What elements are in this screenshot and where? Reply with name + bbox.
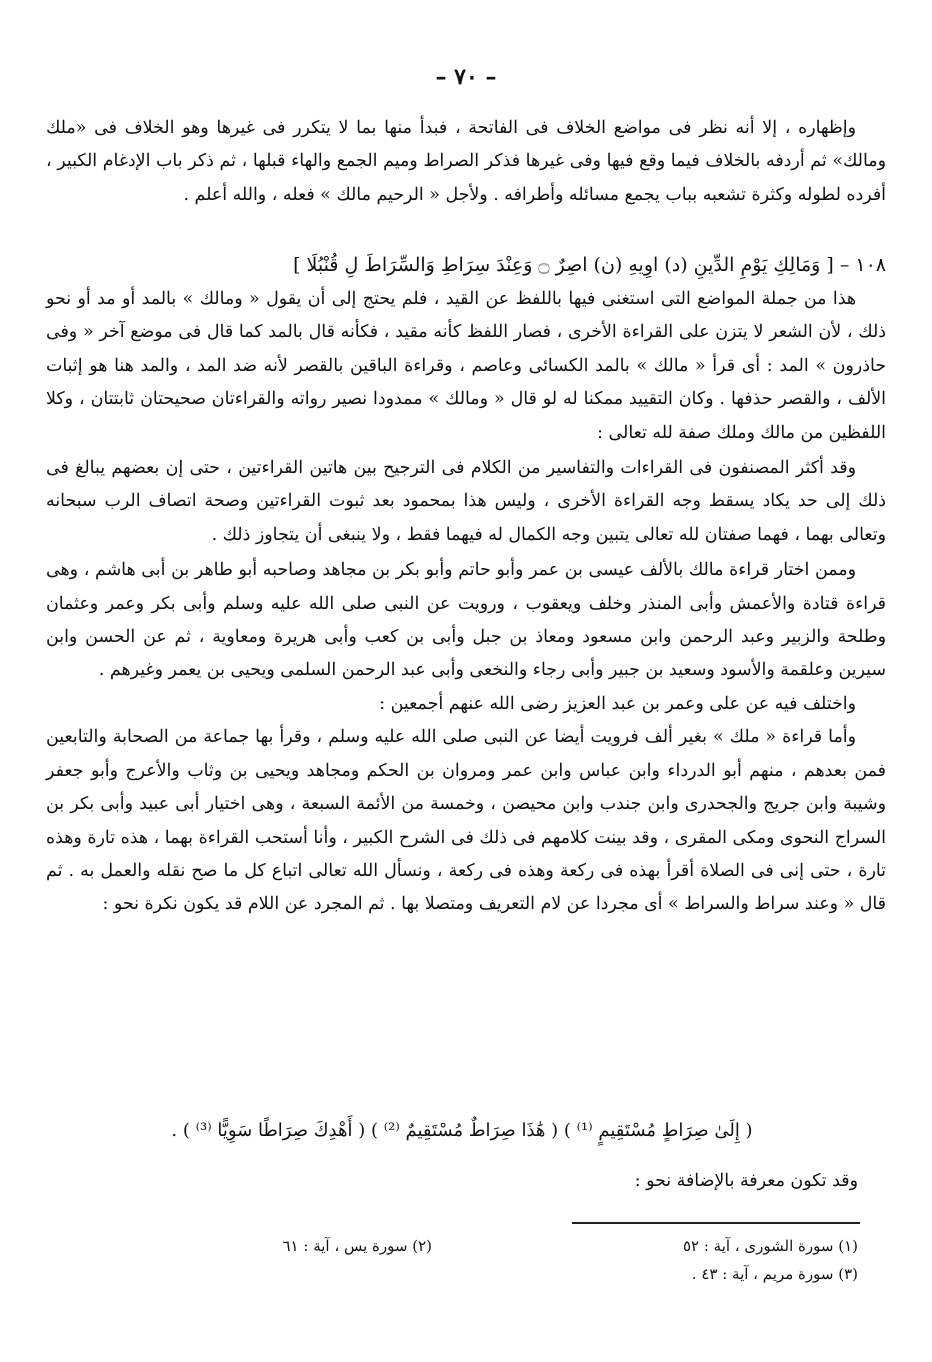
- paragraph-ikhtilaf: واختلف فيه عن على وعمر بن عبد العزيز رضى الله عنهم أجمعين :: [379, 693, 856, 714]
- paragraph-tarjih: وقد أكثر المصنفون فى القراءات والتفاسير من الكلام فى الترجيح بين هاتين القراءتين ، حتى إن بعضهم يبالغ فى ذلك إلى حد يكاد يسقط وجه القراءة الأخرى ، وليس هذا بمحمود بعد ثبوت القراءتين وصحة اتصاف الرب سبحانه وتعالى بهما ، فهما صفتان لله تعالى يتبين وجه الكمال له فيهما فقط ، ولا ينبغى أن يتجاوز ذلك .: [46, 458, 886, 545]
- paragraph-malik-readers: وممن اختار قراءة مالك بالألف عيسى بن عمر وأبو حاتم وأبو بكر بن مجاهد وصاحبه أبو طاهر بن أبى هاشم ، وهى قراءة قتادة والأعمش وأبى المنذر وخلف ويعقوب ، ورويت عن النبى صلى الله عليه وسلم وأبى بكر وعمر وعثمان وطلحة والزبير وعبد الرحمن وابن مسعود ومعاذ بن جبل وأبى بن كعب وأبى هريرة ومعاوية ، ثم عن الحسن وابن سيرين وعلقمة والأسود وسعيد بن جبير وأبى رجاء والنخعى وأبى عبد الرحمن السلمى ويحيى بن يعمر وغيرهم .: [46, 560, 886, 681]
- page-number: – ٧٠ –: [435, 64, 497, 90]
- paragraph-intro: وإظهاره ، إلا أنه نظر فى مواضع الخلاف فى الفاتحة ، فبدأ منها بما لا يتكرر فى غيرها وهو الخلاف فى «ملك ومالك» ثم أردفه بالخلاف فيما وقع فيها وفى غيرها فذكر الصراط وميم الجمع والهاء قبلها ، ثم ذكر باب الإدغام الكبير ، أفرده لطوله وكثرة تشعبه بباب يجمع مسائله وأطرافه . ولأجل « الرحيم مالك » فعله ، والله أعلم .: [46, 118, 886, 205]
- footnote-separator: [572, 1222, 860, 1224]
- footnotes: [72, 1232, 858, 1288]
- main-text: [46, 112, 886, 212]
- footnote-3: (٣) سورة مريم ، آية : ٤٣ .: [691, 1265, 858, 1283]
- paragraph-malik-without-alif: وأما قراءة « ملك » بغير ألف فرويت أيضا عن النبى صلى الله عليه وسلم ، وقرأ بها جماعة من الصحابة والتابعين فمن بعدهم ، منهم أبو الدرداء وابن عباس وابن عمر ومروان بن الحكم ومجاهد ويحيى بن وثاب والأعرج وأبو جعفر وشيبة وابن جريج والجحدرى وابن جندب وابن محيصن ، وخمسة من الأئمة السبعة ، وهى اختيار أبى عبيد وأبى بكر بن السراج النحوى ومكى المقرى ، وقد بينت كلامهم فى ذلك فى الشرح الكبير ، وأنا أستحب القراءة بهما ، هذه تارة وهذه تارة ، حتى إنى فى الصلاة أقرأ بهذه فى ركعة وهذه فى ركعة ، ونسأل الله تعالى اتباع كل ما صح نقله والعمل به . ثم قال « وعند سراط والسراط » أى مجردا عن لام التعريف ومتصلا بها . ثم المجرد عن اللام قد يكون نكرة نحو :: [46, 727, 887, 915]
- footnote-1: (١) سورة الشورى ، آية : ٥٢: [682, 1237, 858, 1255]
- poem-verse-108: ١٠٨ – [ وَمَالِكِ يَوْمِ الدِّينِ (د) اوِيهِ (ن) اصِرٌ ۝ وَعِنْدَ سِرَاطِ وَالسِّرَاطَ لِ قُنْبُلَا ]: [293, 254, 886, 276]
- paragraph-commentary: هذا من جملة المواضع التى استغنى فيها باللفظ عن القيد ، فلم يحتج إلى أن يقول « ومالك » بالمد أو مد أو نحو ذلك ، لأن الشعر لا يتزن على القراءة الأخرى ، فصار اللفظ كأنه مقيد ، فكأنه قال بالمد كما قال فى موضع آخر « وفى حاذرون » المد : أى قرأ « مالك » بالمد الكسائى وعاصم ، وقراءة الباقين بالقصر لأنه ضد المد ، والمد هنا هو إثبات الألف ، والقصر حذفها . وكان التقييد ممكنا له لو قال « ومالك » ممدودا نصير رواته والقراءتان صحيحتان ثابتتان ، وكلا اللفظين من مالك وملك صفة لله تعالى :: [46, 289, 886, 443]
- closing-line: وقد تكون معرفة بالإضافة نحو :: [634, 1171, 858, 1191]
- main-text-continued: [46, 283, 886, 922]
- footnote-2: (٢) سورة يس ، آية : ٦١: [282, 1237, 432, 1255]
- quran-citations: ( إِلَىٰ صِرَاطٍ مُسْتَقِيمٍ ⁽¹⁾ ) ( هَٰذَا صِرَاطٌ مُسْتَقِيمٌ ⁽²⁾ ) ( أَهْدِكَ صِرَاطًا سَوِيًّا ⁽³⁾ ) .: [171, 1120, 753, 1141]
